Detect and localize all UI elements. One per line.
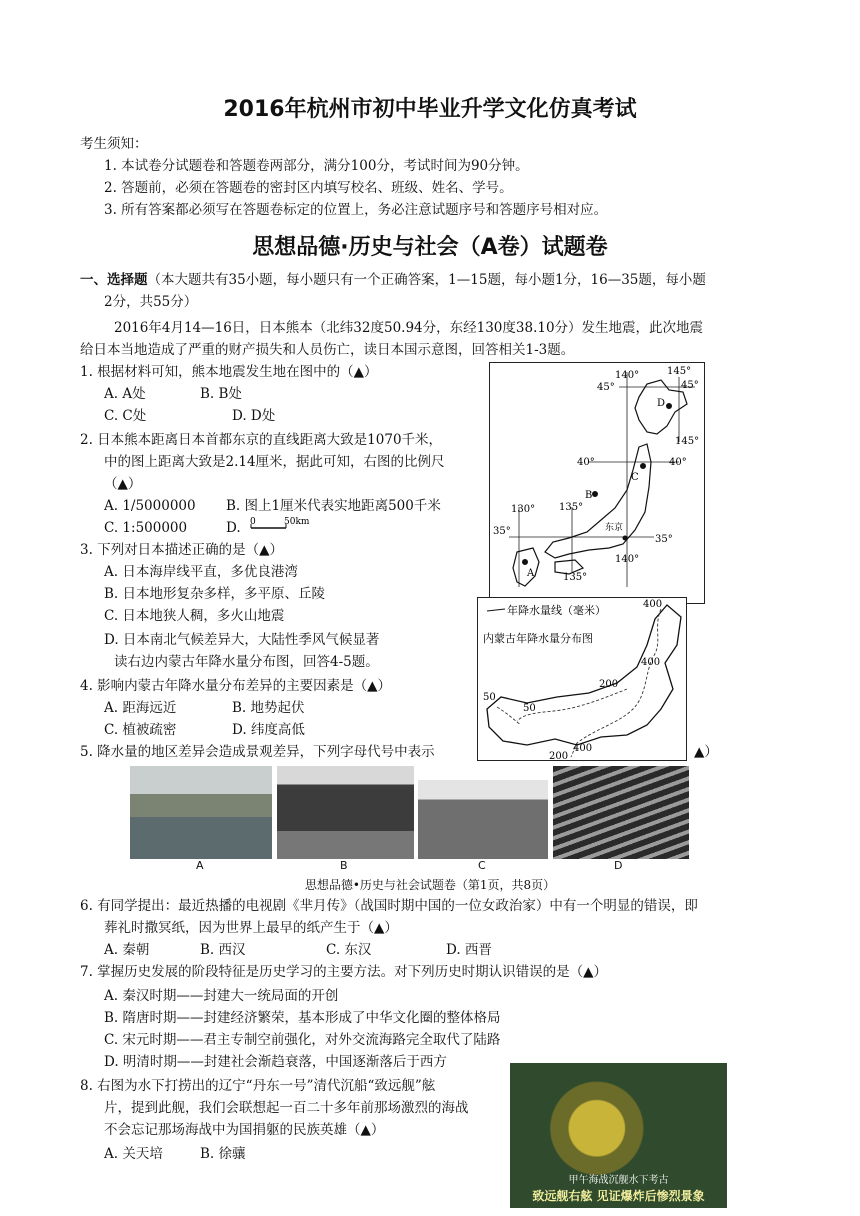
- q7-option-a: A. 秦汉时期——封建大一统局面的开创: [104, 988, 339, 1004]
- q8-stem2: 片，提到此舰，我们会联想起一百二十多年前那场激烈的海战: [104, 1100, 469, 1116]
- q2-stem1: 2. 日本熊本距离日本首都东京的直线距离大致是1070千米，: [80, 432, 443, 448]
- q3-option-c: C. 日本地狭人稠，多火山地震: [104, 608, 285, 624]
- rain-legend: 年降水量线（毫米）: [507, 604, 606, 617]
- map-label-10: 35°: [655, 534, 673, 545]
- point-d: D: [657, 398, 666, 409]
- q1-option-d: D. D处: [232, 408, 276, 424]
- map-label-1: 145°: [667, 366, 692, 377]
- section1-desc2: 2分，共55分）: [104, 294, 198, 310]
- q2-option-d-prefix: D.: [226, 520, 241, 536]
- map-label-9: 35°: [493, 526, 511, 537]
- q6-option-c: C. 东汉: [326, 942, 372, 958]
- q8-stem-block: [80, 1076, 510, 1146]
- point-b: B: [585, 490, 593, 501]
- q2-option-b: B. 图上1厘米代表实地距离500千米: [226, 498, 441, 514]
- section-title: 思想品德·历史与社会（A卷）试题卷: [252, 235, 608, 260]
- q2-scale-bar: [246, 514, 316, 538]
- q2-option-a: A. 1/5000000: [104, 498, 196, 514]
- q4-option-d: D. 纬度高低: [232, 722, 305, 738]
- q6-stem1: 6. 有同学提出：最近热播的电视剧《芈月传》（战国时期中国的一位女政治家）中有一个明显的错误，即: [80, 898, 698, 914]
- q4-option-c: C. 植被疏密: [104, 722, 177, 738]
- q2-option-c: C. 1:500000: [104, 520, 188, 536]
- rainfall-map: [477, 597, 687, 761]
- map-label-7: 130°: [511, 504, 536, 515]
- map-label-6: 40°: [669, 457, 687, 468]
- isoline-400a: 400: [643, 599, 663, 610]
- q3-option-d: D. 日本南北气候差异大，大陆性季风气候显著: [104, 632, 380, 648]
- q2-stem3: （▲）: [104, 476, 142, 492]
- q4-stem: 4. 影响内蒙古年降水量分布差异的主要因素是（▲）: [80, 678, 392, 694]
- q2-stem2: 中的图上距离大致是2.14厘米，据此可知，右图的比例尺: [104, 454, 445, 470]
- q8-option-b: B. 徐骧: [200, 1146, 246, 1162]
- q7-stem: 7. 掌握历史发展的阶段特征是历史学习的主要方法。对下列历史时期认识错误的是（▲）: [80, 964, 608, 980]
- section1-label: 一、选择题: [80, 272, 148, 288]
- scale-label-50: 50km: [284, 517, 310, 527]
- point-c: C: [631, 472, 639, 483]
- q3-stem: 3. 下列对日本描述正确的是（▲）: [80, 542, 284, 558]
- rain-title: 内蒙古年降水量分布图: [483, 632, 593, 645]
- map-label-5: 40°: [577, 457, 595, 468]
- q1-stem: 1. 根据材料可知，熊本地震发生地在图中的（▲）: [80, 364, 378, 380]
- photo-label-d: D: [614, 859, 623, 872]
- photo-label-c: C: [478, 859, 486, 872]
- q8-option-a: A. 关天培: [104, 1146, 163, 1162]
- intro-line2: 给日本当地造成了严重的财产损失和人员伤亡，读日本国示意图，回答相关1-3题。: [80, 342, 575, 358]
- q4-option-b: B. 地势起伏: [232, 700, 305, 716]
- map-label-2: 45°: [597, 382, 615, 393]
- intro-line1: 2016年4月14—16日，日本熊本（北纬32度50.94分，东经130度38.10分）发生地震，此次地震: [114, 320, 704, 336]
- scale-label-0: 0: [250, 517, 256, 527]
- q3-option-a: A. 日本海岸线平直，多优良港湾: [104, 564, 298, 580]
- photo-water-town: [130, 766, 272, 859]
- photo-shipwreck: [510, 1063, 727, 1208]
- map-label-0: 140°: [615, 370, 640, 381]
- q5-stem-end: ▲）: [694, 744, 718, 760]
- q5-stem: 5. 降水量的地区差异会造成景观差异，下列字母代号中表示: [80, 744, 435, 760]
- q7-option-b: B. 隋唐时期——封建经济繁荣，基本形成了中华文化圈的整体格局: [104, 1010, 501, 1026]
- photo-label-a: A: [196, 859, 204, 872]
- page-title: 2016年杭州市初中毕业升学文化仿真考试: [223, 97, 637, 122]
- map-label-3: 45°: [681, 380, 699, 391]
- q4-option-a: A. 距海远近: [104, 700, 177, 716]
- notice-3: 3. 所有答案都必须写在答题卷标定的位置上，务必注意试题序号和答题序号相对应。: [104, 202, 608, 218]
- map-label-11: 135°: [563, 572, 588, 583]
- isoline-400c: 400: [573, 743, 593, 754]
- japan-map: [489, 362, 705, 604]
- q8-stem1: 8. 右图为水下打捞出的辽宁“丹东一号”清代沉船“致远舰”舷: [80, 1078, 436, 1094]
- photo-terraces: [553, 766, 689, 859]
- photo-forest: [277, 766, 414, 859]
- notice-1: 1. 本试卷分试题卷和答题卷两部分，满分100分，考试时间为90分钟。: [104, 158, 529, 174]
- page-footer: 思想品德•历史与社会试题卷（第1页，共8页）: [304, 878, 556, 892]
- isoline-50a: 50: [483, 692, 496, 703]
- capital-label: 东京: [605, 523, 624, 533]
- q6-stem2: 葬礼时撒冥纸，因为世界上最早的纸产生于（▲）: [104, 920, 398, 936]
- q8-stem3: 不会忘记那场海战中为国捐躯的民族英雄（▲）: [104, 1122, 385, 1138]
- notice-2: 2. 答题前，必须在答题卷的密封区内填写校名、班级、姓名、学号。: [104, 180, 513, 196]
- photo-label-b: B: [340, 859, 348, 872]
- isoline-200b: 200: [549, 751, 569, 761]
- isoline-200a: 200: [599, 679, 619, 690]
- section1-desc: （本大题共有35小题，每小题只有一个正确答案，1—15题，每小题1分，16—35题，每小题: [147, 272, 706, 288]
- photo-grassland: [418, 780, 548, 859]
- q1-option-a: A. A处: [104, 386, 146, 402]
- q1-option-b: B. B处: [200, 386, 242, 402]
- map-label-8: 135°: [559, 502, 584, 513]
- ship-caption2: 致远舰右舷 见证爆炸后惨烈景象: [532, 1189, 705, 1203]
- map-label-4: 145°: [675, 436, 700, 447]
- isoline-50b: 50: [523, 703, 536, 714]
- ship-caption1: 甲午海战沉舰水下考古: [568, 1175, 669, 1186]
- q2-option-d: [226, 518, 241, 538]
- section1-heading: [80, 270, 706, 290]
- q6-option-b: B. 西汉: [200, 942, 246, 958]
- q6-option-a: A. 秦朝: [104, 942, 150, 958]
- isoline-400b: 400: [641, 657, 661, 668]
- q7-option-d: D. 明清时期——封建社会渐趋衰落，中国逐渐落后于西方: [104, 1054, 447, 1070]
- intro-45: 读右边内蒙古年降水量分布图，回答4-5题。: [114, 654, 379, 670]
- q3-option-b: B. 日本地形复杂多样，多平原、丘陵: [104, 586, 326, 602]
- q6-option-d: D. 西晋: [446, 942, 492, 958]
- map-label-12: 140°: [615, 554, 640, 565]
- notice-label: 考生须知：: [80, 136, 148, 152]
- point-a: A: [527, 568, 535, 579]
- q7-option-c: C. 宋元时期——君主专制空前强化，对外交流海路完全取代了陆路: [104, 1032, 501, 1048]
- q1-option-c: C. C处: [104, 408, 147, 424]
